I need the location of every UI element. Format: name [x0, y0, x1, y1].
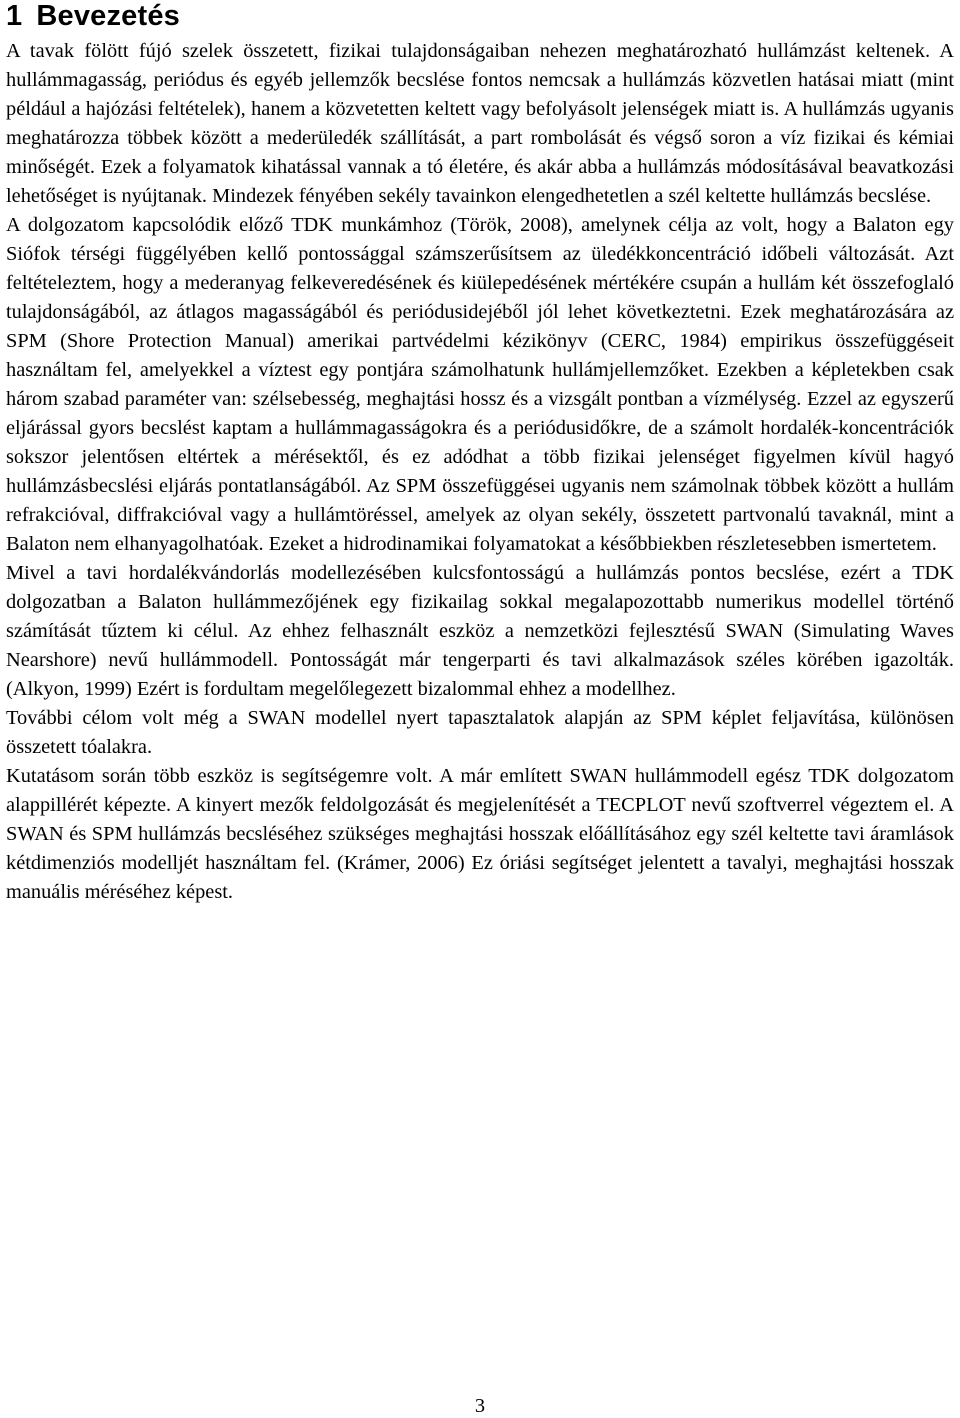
- paragraph-swan-goal: Mivel a tavi hordalékvándorlás modellezésében kulcsfontosságú a hullámzás pontos becslése, ezért a TDK dolgozatban a Balaton hullámmezőjének egy fizikailag sokkal megalapozottabb numerikus modellel történő számítását tűztem ki célul. Az ehhez felhasznált eszköz a nemzetközi fejlesztésű SWAN (Simulating Waves Nearshore) nevű hullámmodell. Pontosságát már tengerparti és tavi alkalmazások széles körében igazolták. (Alkyon, 1999) Ezért is fordultam megelőlegezett bizalommal ehhez a modellhez.: [6, 562, 954, 700]
- paragraph-tools: Kutatásom során több eszköz is segítségemre volt. A már említett SWAN hullámmodell egész TDK dolgozatom alappillérét képezte. A kinyert mezők feldolgozását és megjelenítését a TECPLOT nevű szoftverrel végeztem el. A SWAN és SPM hullámzás becsléséhez szükséges meghajtási hosszak előállításához egy szél keltette tavi áramlások kétdimenziós modelljét használtam fel. (Krámer, 2006) Ez óriási segítséget jelentett a tavalyi, meghajtási hosszak manuális méréséhez képest.: [6, 765, 954, 903]
- section-number: 1: [6, 0, 23, 32]
- section-title: Bevezetés: [36, 0, 181, 32]
- page-number: 3: [474, 1395, 486, 1417]
- paragraph-intro: A tavak fölött fújó szelek összetett, fizikai tulajdonságaiban nehezen meghatározható hullámzást keltenek. A hullámmagasság, periódus és egyéb jellemzők becslése fontos nemcsak a hullámzás közvetlen hatásai miatt (mint például a hajózási feltételek), hanem a közvetetten keltett vagy befolyásolt jelenségek miatt is. A hullámzás ugyanis meghatározza többek között a mederüledék szállítását, a part rombolását és végső soron a víz fizikai és kémiai minőségét. Ezek a folyamatok kihatással vannak a tó életére, és akár abba a hullámzás módosításával beavatkozási lehetőséget is nyújtanak. Mindezek fényében sekély tavainkon elengedhetetlen a szél keltette hullámzás becslése.: [6, 40, 954, 207]
- section-heading: [6, 0, 954, 36]
- paragraph-further-goal: További célom volt még a SWAN modellel nyert tapasztalatok alapján az SPM képlet feljavítása, különösen összetett tóalakra.: [6, 707, 954, 758]
- document-page: [6, 0, 954, 907]
- paragraph-previous-work: A dolgozatom kapcsolódik előző TDK munkámhoz (Török, 2008), amelynek célja az volt, hogy a Balaton egy Siófok térségi függélyében kellő pontossággal számszerűsítsem az üledékkoncentráció időbeli változását. Azt feltételeztem, hogy a mederanyag felkeveredésének és kiülepedésének mértékére csupán a hullám két összefoglaló tulajdonságából, az átlagos magasságából és periódusidejéből jól lehet következtetni. Ezek meghatározására az SPM (Shore Protection Manual) amerikai partvédelmi kézikönyv (CERC, 1984) empirikus összefüggéseit használtam fel, amelyekkel a víztest egy pontjára számolhatunk hullámjellemzőket. Ezekben a képletekben csak három szabad paraméter van: szélsebesség, meghajtási hossz és a vizsgált pontban a vízmélység. Ezzel az egyszerű eljárással gyors becslést kaptam a hullámmagasságokra és a periódusidőkre, de a számolt hordalék-koncentrációk sokszor jelentősen eltértek a mérésektől, és ez adódhat a több fizikai jelenséget figyelmen kívül hagyó hullámzásbecslési eljárás pontatlanságából. Az SPM összefüggései ugyanis nem számolnak többek között a hullám refrakcióval, diffrakcióval vagy a hullámtöréssel, amelyek az olyan sekély, összetett partvonalú tavaknál, mint a Balaton nem elhanyagolhatóak. Ezeket a hidrodinamikai folyamatokat a későbbiekben részletesebben ismertetem.: [6, 214, 954, 555]
